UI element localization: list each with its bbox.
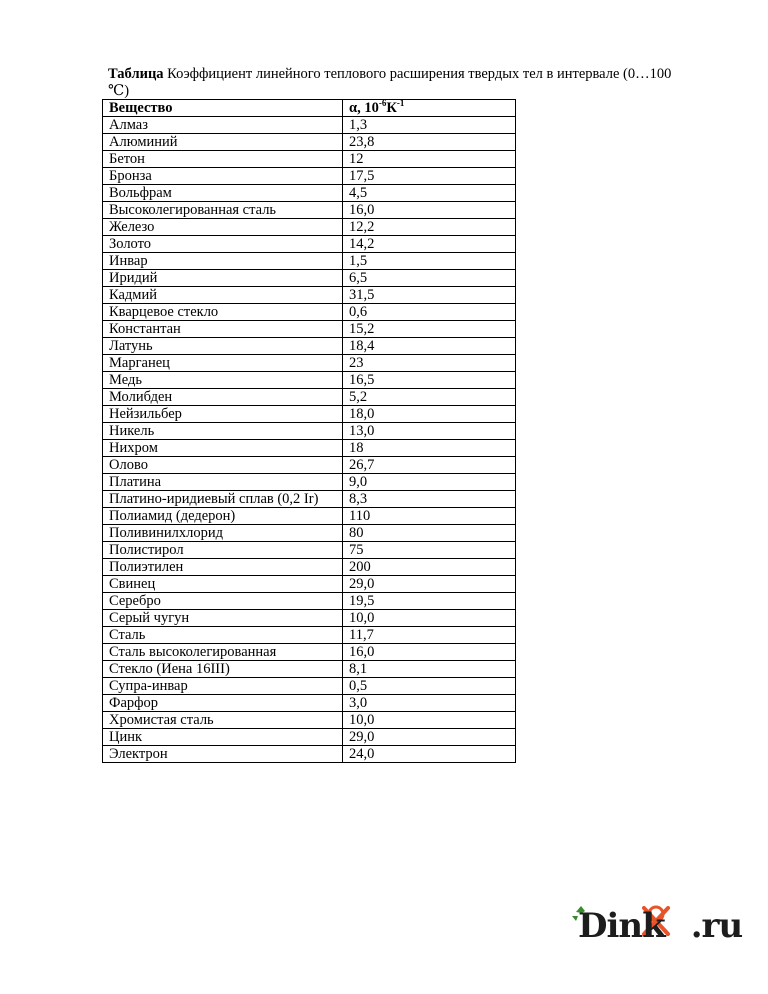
substance-cell: Серебро: [103, 593, 343, 610]
alpha-value-cell: 5,2: [343, 389, 516, 406]
table-row: [103, 219, 516, 236]
substance-cell: Марганец: [103, 355, 343, 372]
alpha-value-cell: 18,4: [343, 338, 516, 355]
alpha-value-cell: 24,0: [343, 746, 516, 763]
table-row: [103, 168, 516, 185]
substance-cell: Золото: [103, 236, 343, 253]
alpha-value-cell: 3,0: [343, 695, 516, 712]
substance-cell: Латунь: [103, 338, 343, 355]
table-row: [103, 729, 516, 746]
substance-cell: Сталь высоколегированная: [103, 644, 343, 661]
substance-cell: Фарфор: [103, 695, 343, 712]
alpha-value-cell: 16,5: [343, 372, 516, 389]
table-row: [103, 576, 516, 593]
header-alpha-exp2: -1: [396, 98, 405, 109]
table-row: [103, 491, 516, 508]
caption-label: Таблица: [108, 66, 164, 82]
table-row: [103, 440, 516, 457]
table-row: [103, 712, 516, 729]
table-row: [103, 508, 516, 525]
table-row: [103, 253, 516, 270]
table-row: [103, 338, 516, 355]
substance-cell: Бетон: [103, 151, 343, 168]
alpha-value-cell: 14,2: [343, 236, 516, 253]
substance-cell: Полиэтилен: [103, 559, 343, 576]
alpha-value-cell: 10,0: [343, 610, 516, 627]
alpha-value-cell: 200: [343, 559, 516, 576]
alpha-value-cell: 13,0: [343, 423, 516, 440]
substance-cell: Сталь: [103, 627, 343, 644]
table-row: [103, 355, 516, 372]
alpha-value-cell: 12: [343, 151, 516, 168]
substance-cell: Железо: [103, 219, 343, 236]
alpha-value-cell: 16,0: [343, 202, 516, 219]
table-row: [103, 746, 516, 763]
table-row: [103, 287, 516, 304]
header-alpha-unit: К: [386, 100, 397, 116]
table-row: [103, 661, 516, 678]
alpha-value-cell: 26,7: [343, 457, 516, 474]
alpha-value-cell: 4,5: [343, 185, 516, 202]
substance-cell: Кварцевое стекло: [103, 304, 343, 321]
table-row: [103, 627, 516, 644]
substance-cell: Алюминий: [103, 134, 343, 151]
table-caption: [108, 66, 688, 100]
logo-text: Dink .ru: [578, 906, 743, 946]
substance-cell: Кадмий: [103, 287, 343, 304]
alpha-value-cell: 29,0: [343, 576, 516, 593]
substance-cell: Цинк: [103, 729, 343, 746]
substance-cell: Стекло (Иена 16III): [103, 661, 343, 678]
substance-cell: Платина: [103, 474, 343, 491]
substance-cell: Платино-иридиевый сплав (0,2 Ir): [103, 491, 343, 508]
table-row: [103, 389, 516, 406]
substance-cell: Супра-инвар: [103, 678, 343, 695]
alpha-value-cell: 8,1: [343, 661, 516, 678]
table-row: [103, 457, 516, 474]
substance-cell: Высоколегированная сталь: [103, 202, 343, 219]
substance-cell: Нихром: [103, 440, 343, 457]
table-row: [103, 134, 516, 151]
substance-cell: Свинец: [103, 576, 343, 593]
table-row: [103, 117, 516, 134]
caption-text: Коэффициент линейного теплового расширения твердых тел в интервале (0…100 ℃): [108, 66, 672, 99]
substance-cell: Полистирол: [103, 542, 343, 559]
table-row: [103, 151, 516, 168]
substance-cell: Электрон: [103, 746, 343, 763]
header-alpha-exp1: -6: [378, 98, 387, 109]
table-row: [103, 593, 516, 610]
alpha-value-cell: 15,2: [343, 321, 516, 338]
table-row: [103, 236, 516, 253]
substance-cell: Нейзильбер: [103, 406, 343, 423]
table-row: [103, 304, 516, 321]
alpha-value-cell: 6,5: [343, 270, 516, 287]
substance-cell: Константан: [103, 321, 343, 338]
substance-cell: Никель: [103, 423, 343, 440]
table-header-row: [103, 100, 516, 117]
header-alpha-main: α, 10: [349, 100, 379, 116]
substance-cell: Бронза: [103, 168, 343, 185]
table-row: [103, 644, 516, 661]
substance-cell: Алмаз: [103, 117, 343, 134]
table-row: [103, 474, 516, 491]
table-row: [103, 542, 516, 559]
table-row: [103, 202, 516, 219]
table-row: [103, 559, 516, 576]
alpha-value-cell: 9,0: [343, 474, 516, 491]
alpha-value-cell: 8,3: [343, 491, 516, 508]
substance-cell: Олово: [103, 457, 343, 474]
substance-cell: Инвар: [103, 253, 343, 270]
table-row: [103, 525, 516, 542]
table-row: [103, 423, 516, 440]
alpha-value-cell: 17,5: [343, 168, 516, 185]
alpha-value-cell: 16,0: [343, 644, 516, 661]
substance-cell: Полиамид (дедерон): [103, 508, 343, 525]
table-row: [103, 185, 516, 202]
alpha-value-cell: 12,2: [343, 219, 516, 236]
alpha-value-cell: 23,8: [343, 134, 516, 151]
alpha-value-cell: 23: [343, 355, 516, 372]
alpha-value-cell: 1,3: [343, 117, 516, 134]
table-row: [103, 678, 516, 695]
alpha-value-cell: 0,6: [343, 304, 516, 321]
alpha-value-cell: 29,0: [343, 729, 516, 746]
substance-cell: Молибден: [103, 389, 343, 406]
alpha-value-cell: 1,5: [343, 253, 516, 270]
alpha-value-cell: 18: [343, 440, 516, 457]
substance-cell: Вольфрам: [103, 185, 343, 202]
table-row: [103, 372, 516, 389]
alpha-value-cell: 31,5: [343, 287, 516, 304]
substance-cell: Медь: [103, 372, 343, 389]
table-row: [103, 695, 516, 712]
alpha-value-cell: 19,5: [343, 593, 516, 610]
alpha-value-cell: 11,7: [343, 627, 516, 644]
alpha-value-cell: 0,5: [343, 678, 516, 695]
table-row: [103, 610, 516, 627]
substance-cell: Поливинилхлорид: [103, 525, 343, 542]
table-row: [103, 406, 516, 423]
alpha-value-cell: 75: [343, 542, 516, 559]
expansion-table: [102, 99, 516, 763]
alpha-value-cell: 10,0: [343, 712, 516, 729]
substance-cell: Серый чугун: [103, 610, 343, 627]
table-row: [103, 270, 516, 287]
substance-cell: Иридий: [103, 270, 343, 287]
alpha-value-cell: 18,0: [343, 406, 516, 423]
table-row: [103, 321, 516, 338]
header-substance: Вещество: [103, 100, 343, 117]
substance-cell: Хромистая сталь: [103, 712, 343, 729]
alpha-value-cell: 80: [343, 525, 516, 542]
header-alpha: [343, 100, 516, 117]
alpha-value-cell: 110: [343, 508, 516, 525]
dink-logo: [568, 900, 743, 950]
